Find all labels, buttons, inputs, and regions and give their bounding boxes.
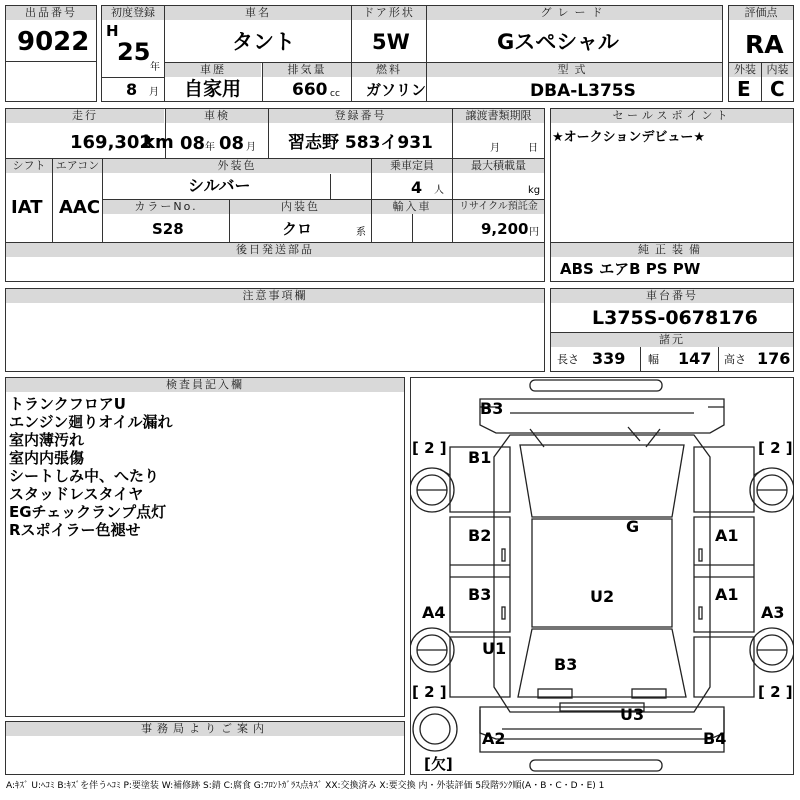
tire-rear-right <box>750 628 794 672</box>
capacity-label: 乗車定員 <box>372 159 452 173</box>
roof <box>532 519 672 627</box>
model-label: 型式 <box>427 63 722 77</box>
damage-code: G <box>626 517 640 536</box>
damage-code: A2 <box>482 729 506 748</box>
int-label: 内装 <box>762 63 793 77</box>
damage-code: U3 <box>620 705 645 724</box>
rear-bumper <box>530 760 662 771</box>
color-number: S28 <box>152 220 184 238</box>
tire-depth: [ 2 ] <box>758 683 793 701</box>
inspect-month: 08 <box>219 133 245 154</box>
tire-front-right <box>750 468 794 512</box>
fuel: ガソリン <box>366 81 427 99</box>
height-label: 高さ <box>724 353 746 366</box>
office-label: 事務局よりご案内 <box>6 722 404 736</box>
legend: A:ｷｽﾞ U:ﾍｺﾐ B:ｷｽﾞを伴うﾍｺﾐ P:要塗装 W:補修跡 S:錆 C:腐食 G:ﾌﾛﾝﾄｶﾞﾗｽ点ｷｽﾞ XX:交換済み X:要交換 内・外装評価 5段階ﾗﾝｸ順(A・B・C・D・E) 1 <box>6 781 605 791</box>
damage-code: B2 <box>468 526 492 545</box>
inspect-year-unit: 年 <box>205 142 215 153</box>
era: H <box>106 22 119 40</box>
shift: IAT <box>11 197 43 218</box>
inspector-note: Rスポイラー色褪せ <box>9 521 141 539</box>
equip-label: 純正装備 <box>551 243 793 257</box>
windshield <box>520 445 684 517</box>
tire-spare <box>413 707 457 751</box>
equipment: ABS エアB PS PW <box>560 260 701 278</box>
year-unit: 年 <box>150 62 160 73</box>
model-code: DBA-L375S <box>530 81 636 101</box>
after-parts-label: 後日発送部品 <box>6 243 544 257</box>
aircon: AAC <box>59 197 101 218</box>
tire-front-left <box>410 468 454 512</box>
damage-code: A1 <box>715 585 739 604</box>
length: 339 <box>592 349 626 368</box>
car-diagram <box>410 377 794 775</box>
damage-code: B3 <box>480 399 504 418</box>
recycle-fee: 9,200 <box>481 220 529 238</box>
ext-label: 外装 <box>729 63 761 77</box>
color-label: 外装色 <box>103 159 371 173</box>
lot-label: 出品番号 <box>6 6 96 20</box>
tire-depth: [ 2 ] <box>412 683 447 701</box>
rear-glass <box>518 629 686 697</box>
intcolor-label: 内装色 <box>230 200 371 214</box>
first-reg-month: 8 <box>126 80 138 99</box>
tire-depth: [ 2 ] <box>758 439 793 457</box>
displacement: 660 <box>292 80 328 100</box>
door-label: ドア形状 <box>352 6 426 20</box>
capacity-unit: 人 <box>434 185 444 196</box>
hood <box>480 399 724 433</box>
ac-label: エアコン <box>53 159 102 173</box>
plate-number: 習志野 583イ931 <box>288 133 433 153</box>
door-type: 5W <box>372 30 410 54</box>
body-color: シルバー <box>188 176 251 195</box>
inspect-year: 08 <box>180 133 206 154</box>
mileage-label: 走行 <box>6 109 164 123</box>
inspector-note: EGチェックランプ点灯 <box>9 503 167 521</box>
history-label: 車歴 <box>165 63 261 77</box>
mileage-unit: km <box>143 132 174 153</box>
colorno-label: カラーNo. <box>103 200 229 214</box>
shift-label: シフト <box>6 159 52 173</box>
first-reg-year: 25 <box>117 38 151 66</box>
car-name: タント <box>232 30 295 54</box>
interior-color: クロ <box>282 220 313 238</box>
load-label: 最大積載量 <box>453 159 544 173</box>
score-label: 評価点 <box>729 6 793 20</box>
sales-label: セールスポイント <box>551 109 793 123</box>
height: 176 <box>757 349 791 368</box>
transfer-day-unit: 日 <box>528 143 538 154</box>
month-unit: 月 <box>149 87 159 98</box>
damage-code: A3 <box>761 603 785 622</box>
damage-code: A1 <box>715 526 739 545</box>
damage-code: B3 <box>554 655 578 674</box>
spare-tire-missing: [欠] <box>424 755 453 773</box>
damage-code: B1 <box>468 448 492 467</box>
rear-lower <box>480 710 727 752</box>
inspector-note: シートしみ中、へたり <box>9 467 160 485</box>
inspect-month-unit: 月 <box>246 142 256 153</box>
inspector-note: 室内内張傷 <box>9 449 85 467</box>
body-outline <box>494 435 710 712</box>
right-rear-door <box>694 637 754 697</box>
damage-code: B3 <box>468 585 492 604</box>
import-label: 輸入車 <box>372 200 452 214</box>
load-unit: kg <box>528 185 541 196</box>
damage-code: A4 <box>422 603 446 622</box>
chassis-number: L375S-0678176 <box>592 307 758 329</box>
recycle-unit: 円 <box>529 227 539 238</box>
transfer-month-unit: 月 <box>490 143 500 154</box>
carname-label: 車名 <box>165 6 351 20</box>
fuel-label: 燃料 <box>352 63 426 77</box>
ext-grade: E <box>737 77 751 101</box>
capacity: 4 <box>411 178 423 197</box>
damage-code: U2 <box>590 587 615 606</box>
front-bumper <box>530 380 662 391</box>
score: RA <box>745 30 784 59</box>
sales-point: ★オークションデビュー★ <box>552 130 706 145</box>
inspector-note: 室内薄汚れ <box>9 431 85 449</box>
length-label: 長さ <box>557 353 579 366</box>
grade-label: グレード <box>427 6 722 20</box>
disp-label: 排気量 <box>263 63 351 77</box>
inspector-notes <box>9 395 173 539</box>
damage-code: B4 <box>703 729 727 748</box>
disp-unit: cc <box>330 89 340 99</box>
mileage: 169,302 <box>70 132 152 153</box>
intcolor-unit: 系 <box>356 227 366 238</box>
grade: Gスペシャル <box>497 30 619 54</box>
transfer-label: 譲渡書類期限 <box>453 109 544 123</box>
spec-label: 諸元 <box>551 333 793 347</box>
width-label: 幅 <box>648 353 659 366</box>
chassis-label: 車台番号 <box>551 289 793 303</box>
int-grade: C <box>770 77 785 101</box>
tire-depth: [ 2 ] <box>412 439 447 457</box>
inspect-label: 車検 <box>166 109 268 123</box>
inspector-note: スタッドレスタイヤ <box>9 485 144 503</box>
caution-label: 注意事項欄 <box>6 289 544 303</box>
inspector-note: エンジン廻りオイル漏れ <box>9 413 173 431</box>
right-front-door <box>694 447 754 512</box>
recycle-label: リサイクル預託金 <box>453 200 544 214</box>
width: 147 <box>678 349 712 368</box>
inspector-label: 検査員記入欄 <box>6 378 404 392</box>
plate-label: 登録番号 <box>269 109 452 123</box>
tire-rear-left <box>410 628 454 672</box>
inspector-note: トランクフロアU <box>9 395 126 413</box>
lot-number: 9022 <box>17 27 90 57</box>
history: 自家用 <box>184 78 242 100</box>
damage-code: U1 <box>482 639 507 658</box>
first-reg-label: 初度登録 <box>102 6 164 20</box>
